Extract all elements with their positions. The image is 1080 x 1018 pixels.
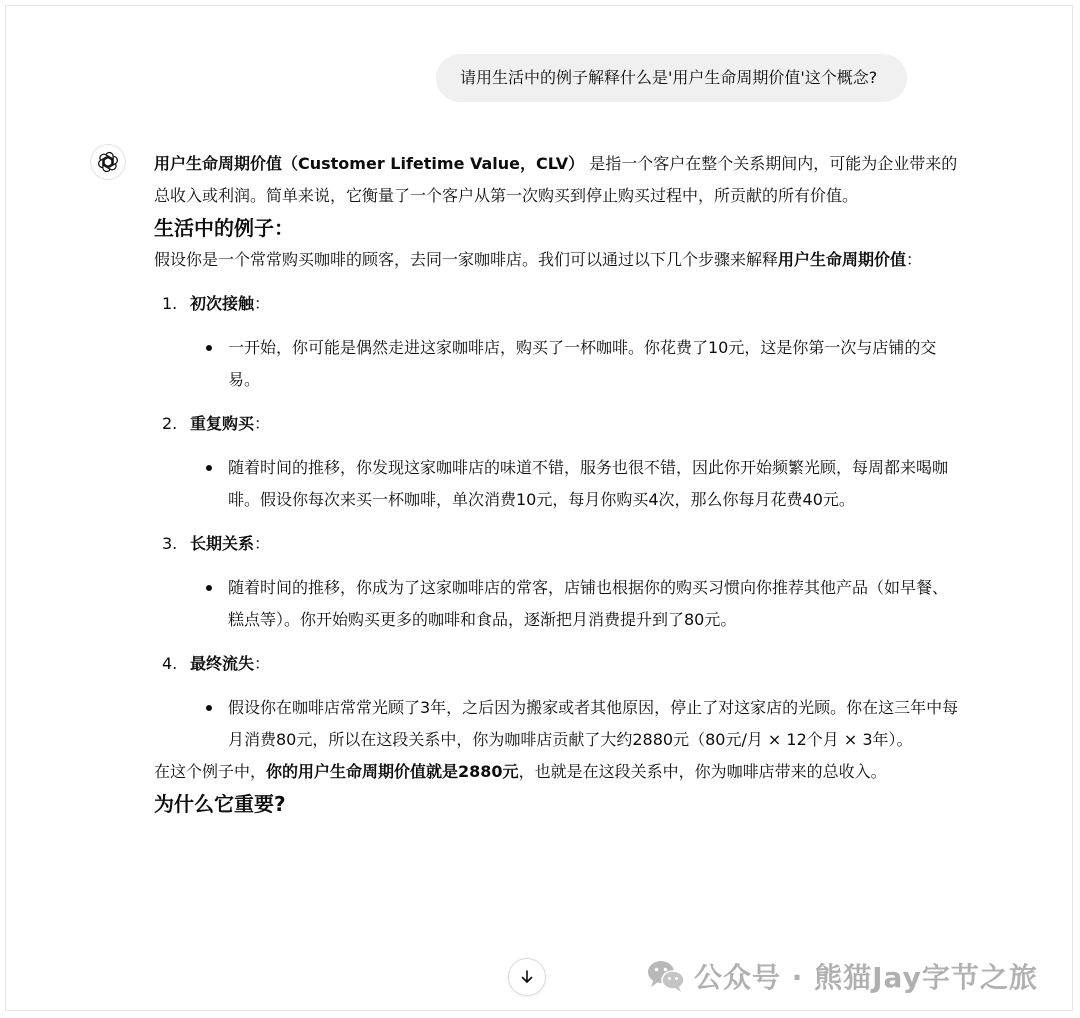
openai-logo-icon xyxy=(97,151,119,173)
list-item-colon: ： xyxy=(254,654,271,673)
example-intro-text: 假设你是一个常常购买咖啡的顾客，去同一家咖啡店。我们可以通过以下几个步骤来解释 xyxy=(154,250,779,269)
conclusion-suffix: ，也就是在这段关系中，你为咖啡店带来的总收入。 xyxy=(518,762,887,781)
list-item xyxy=(154,528,962,560)
list-item-title: 重复购买 xyxy=(190,414,255,433)
bullet-item xyxy=(154,332,962,396)
bullet-dot xyxy=(206,465,212,471)
bullet-dot xyxy=(206,585,212,591)
list-item xyxy=(154,408,962,440)
bullet-text: 随着时间的推移，你发现这家咖啡店的味道不错，服务也很不错，因此你开始频繁光顾，每周都来喝咖啡。假设你每次来买一杯咖啡，单次消费10元，每月你购买4次，那么你每月花费40元。 xyxy=(228,458,949,509)
wechat-icon xyxy=(646,959,686,993)
bullet-dot xyxy=(206,705,212,711)
list-item-colon: ： xyxy=(254,294,271,313)
list-item-title: 初次接触 xyxy=(190,294,255,313)
assistant-avatar xyxy=(90,144,126,180)
user-message-bubble xyxy=(436,54,907,102)
list-item-number: 4. xyxy=(162,654,178,673)
conclusion-prefix: 在这个例子中， xyxy=(154,762,267,781)
list-item-number: 2. xyxy=(162,414,178,433)
intro-paragraph xyxy=(154,148,962,212)
bullet-text: 一开始，你可能是偶然走进这家咖啡店，购买了一杯咖啡。你花费了10元，这是你第一次与店铺的交易。 xyxy=(228,338,937,389)
bullet-item xyxy=(154,452,962,516)
assistant-message xyxy=(154,148,962,820)
bullet-text: 随着时间的推移，你成为了这家咖啡店的常客，店铺也根据你的购买习惯向你推荐其他产品（如早餐、糕点等）。你开始购买更多的咖啡和食品，逐渐把月消费提升到了80元。 xyxy=(228,578,949,629)
list-item-title: 长期关系 xyxy=(190,534,255,553)
bullet-item xyxy=(154,572,962,636)
list-item xyxy=(154,648,962,680)
list-item-colon: ： xyxy=(254,414,271,433)
list-item-number: 3. xyxy=(162,534,178,553)
bullet-item xyxy=(154,692,962,756)
list-item-title: 最终流失 xyxy=(190,654,255,673)
conclusion-paragraph xyxy=(154,756,962,788)
section-heading: 生活中的例子： xyxy=(154,216,294,240)
example-intro-bold: 用户生命周期价值 xyxy=(778,250,907,269)
example-intro-suffix: ： xyxy=(906,250,923,269)
next-section-heading: 为什么它重要? xyxy=(154,792,286,816)
example-intro-paragraph xyxy=(154,244,962,276)
chat-window xyxy=(5,5,1073,1011)
intro-text: 是指一个客户在整个关系期间内，可能为企业带来的总收入或利润。简单来说，它衡量了一个客户从第一次购买到停止购买过程中，所贡献的所有价值。 xyxy=(154,154,958,205)
list-item-colon: ： xyxy=(254,534,271,553)
list-item xyxy=(154,288,962,320)
user-message-text: 请用生活中的例子解释什么是'用户生命周期价值'这个概念? xyxy=(460,68,878,87)
arrow-down-icon xyxy=(519,969,535,985)
bullet-text: 假设你在咖啡店常常光顾了3年，之后因为搬家或者其他原因，停止了对这家店的光顾。你在这三年中每月消费80元，所以在这段关系中，你为咖啡店贡献了大约2880元（80元/月 × 12个月 × 3年）。 xyxy=(228,698,959,749)
watermark-text: 公众号 · 熊猫Jay字节之旅 xyxy=(694,961,1038,994)
conclusion-bold: 你的用户生命周期价值就是2880元 xyxy=(266,762,519,781)
bullet-dot xyxy=(206,345,212,351)
watermark xyxy=(646,956,1038,996)
intro-term: 用户生命周期价值（Customer Lifetime Value，CLV） xyxy=(154,154,585,173)
list-item-number: 1. xyxy=(162,294,178,313)
scroll-to-bottom-button[interactable] xyxy=(508,958,546,996)
